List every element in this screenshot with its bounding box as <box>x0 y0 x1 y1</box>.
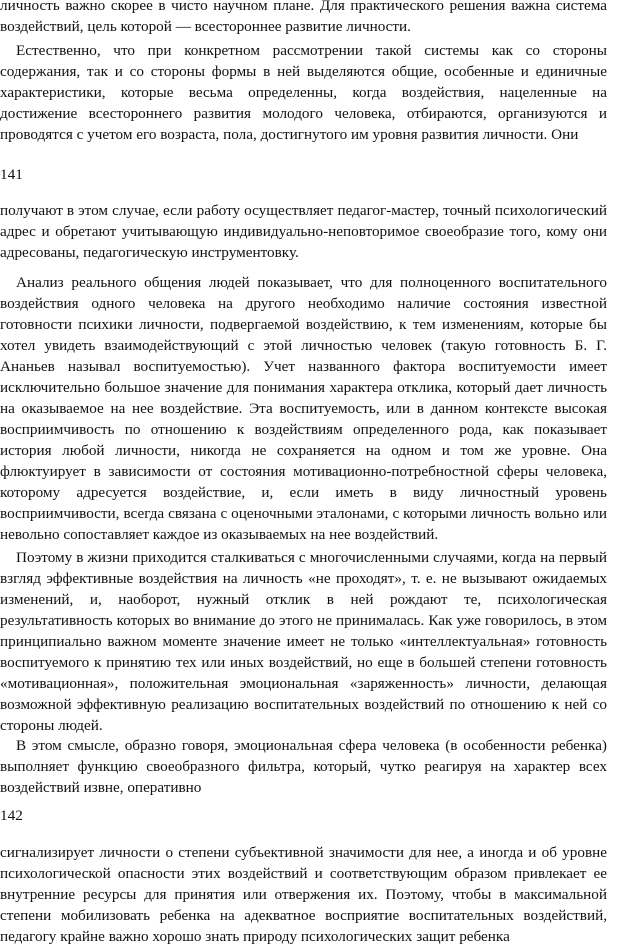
paragraph-continuation: личность важно скорее в чисто научном плане. Для практического решения важна система воздействий, цель которой — всестороннее развитие личности. <box>0 0 607 35</box>
paragraph: Естественно, что при конкретном рассмотрении такой системы как со стороны содержания, так и со стороны формы в ней выделяются общие, особенные и единичные характеристики, которые весьма определенны, когда воздействия, нацеленные на достижение всестороннего развития молодого человека, отбираются, организуются и проводятся с учетом его возраста, пола, достигнутого им уровня развития личности. Они <box>0 42 607 143</box>
paragraph: Анализ реального общения людей показывает, что для полноценного воспитательного воздействия одного человека на другого необходимо наличие состояния известной готовности психики личности, подвергаемой воздействию, к тем изменениям, которые бы хотел увидеть взаимодействующий с этой личностью человек (такую готовность Б. Г. Ананьев называл воспитуемостью). Учет названного фактора воспитуемости имеет исключительно большое значение для понимания характера отклика, который дает личность на оказываемое на нее воздействие. Эта воспитуемость, или в данном контексте высокая восприимчивость по отношению к воздействиям определенного рода, как показывает история любой личности, никогда не сохраняется на одном и том же уровне. Она флюктуирует в зависимости от состояния мотивационно-потребностной сферы человека, которому адресуется воздействие, и, если иметь в виду личностный уровень восприимчивости, всегда связана с оценочными эталонами, с которыми личность вольно или невольно сопоставляет каждое из оказываемых на нее воздействий. <box>0 274 607 543</box>
paragraph-continuation: сигнализирует личности о степени субъективной значимости для нее, а иногда и об уровне психологической опасности этих воздействий и соответствующим образом привлекает ее внутренние ресурсы для принятия или отвержения их. Поэтому, чтобы в максимальной степени мобилизовать ребенка на адекватное восприятие воспитательных воздействий, педагогу крайне важно хорошо знать природу психологических защит ребенка <box>0 844 607 945</box>
page-number: 142 <box>0 807 23 824</box>
paragraph: В этом смысле, образно говоря, эмоциональная сфера человека (в особенности ребенка) выполняет функцию своеобразного фильтра, который, чутко реагируя на характер всех воздействий извне, оперативно <box>0 737 607 796</box>
paragraph-continuation: получают в этом случае, если работу осуществляет педагог-мастер, точный психологический адрес и обретают учитывающую индивидуально-неповторимое своеобразие того, кому они адресованы, педагогическую инструментовку. <box>0 202 607 261</box>
paragraph: Поэтому в жизни приходится сталкиваться с многочисленными случаями, когда на первый взгляд эффективные воздействия на личность «не проходят», т. е. не вызывают ожидаемых изменений, и, наоборот, нужный отклик в ней рождают те, психологическая результативность которых во внимание до этого не принималась. Как уже говорилось, в этом принципиально важном моменте значение имеет не только «интеллектуальная» готовность воспитуемого к принятию тех или иных воздействий, но еще в большей степени готовность «мотивационная», положительная эмоциональная «заряженность» личности, делающая возможной эффективную реализацию воспитательных воздействий по отношению к ней со стороны людей. <box>0 549 607 734</box>
page-number: 141 <box>0 166 23 183</box>
